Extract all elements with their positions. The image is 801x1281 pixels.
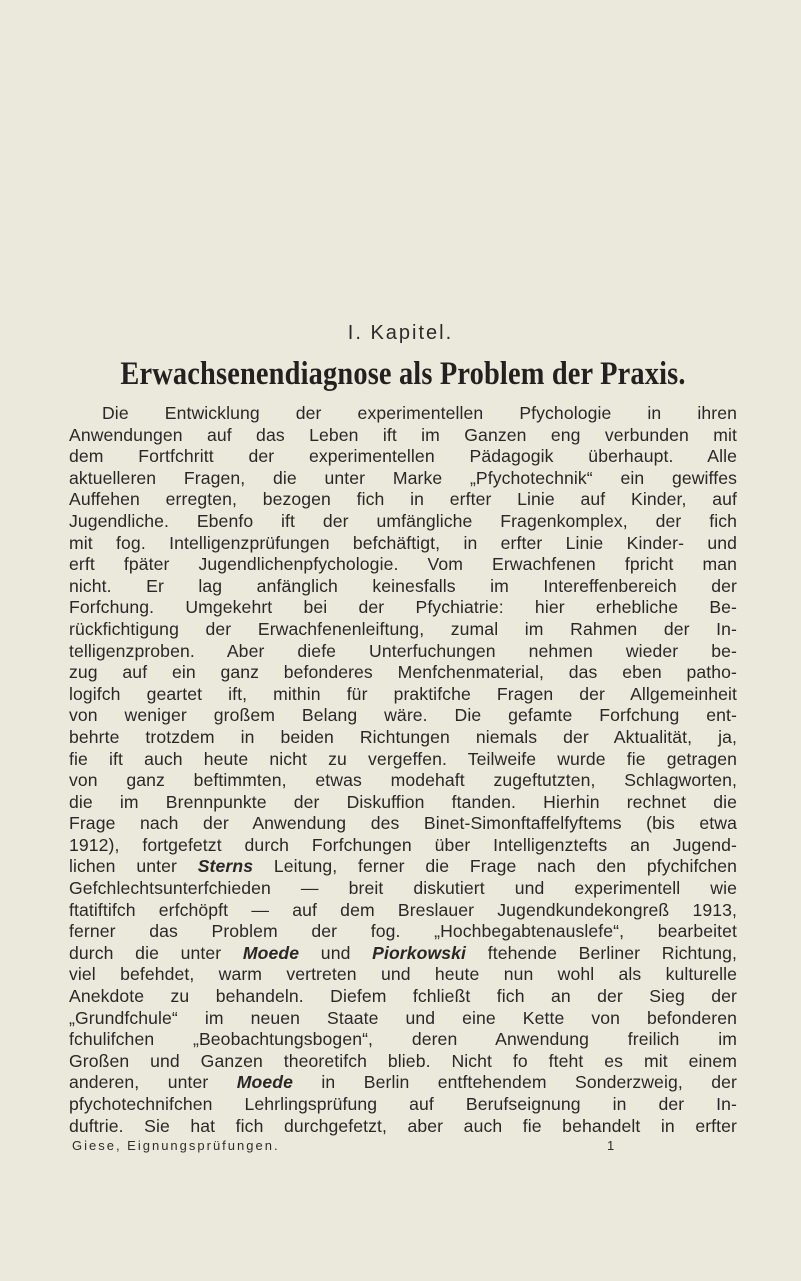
- text-line: erft fpäter Jugendlichenpfychologie. Vom Erwachfenen fpricht man: [69, 554, 737, 575]
- text-segment: anderen, unter: [69, 1072, 237, 1093]
- text-line: die im Brennpunkte der Diskuffion ftanden. Hierhin rechnet die: [69, 791, 737, 812]
- text-line: ferner das Problem der fog. „Hochbegabtenauslefe“, bearbeitet: [69, 921, 737, 942]
- text-segment: lichen unter: [69, 856, 198, 877]
- text-line: Frage nach der Anwendung des Binet-Simonftaffelfyftems (bis etwa: [69, 813, 737, 834]
- text-line: Jugendliche. Ebenfo ift der umfängliche Fragenkomplex, der fich: [69, 510, 737, 531]
- text-line: von ganz beftimmten, etwas modehaft zugeftutzten, Schlagworten,: [69, 770, 737, 791]
- text-line: mit fog. Intelligenzprüfungen befchäftigt, in erfter Linie Kinder- und: [69, 532, 737, 553]
- text-line: [69, 1072, 737, 1094]
- text-line: „Grundfchule“ im neuen Staate und eine Kette von befonderen: [69, 1007, 737, 1028]
- signature-mark: 1: [607, 1138, 615, 1153]
- text-line: Gefchlechtsunterfchieden — breit diskutiert und experimentell wie: [69, 878, 737, 899]
- emphasized-name: Sterns: [197, 856, 254, 877]
- text-line: duftrie. Sie hat fich durchgefetzt, aber auch fie behandelt in erfter: [69, 1115, 737, 1136]
- text-line: Anekdote zu behandeln. Diefem fchließt fich an der Sieg der: [69, 986, 737, 1007]
- text-segment: Leitung, ferner die Frage nach den pfychifchen: [253, 856, 737, 877]
- footer-author-title: Giese, Eignungsprüfungen.: [72, 1138, 280, 1153]
- text-line: Großen und Ganzen theoretifch blieb. Nicht fo fteht es mit einem: [69, 1050, 737, 1071]
- text-line: Die Entwicklung der experimentellen Pfychologie in ihren: [102, 403, 737, 423]
- text-line: rückfichtigung der Erwachfenenleiftung, zumal im Rahmen der In-: [69, 618, 737, 639]
- text-line: Auffehen erregten, bezogen fich in erfter Linie auf Kinder, auf: [69, 489, 737, 510]
- text-line: logifch geartet ift, mithin für praktifche Fragen der Allgemeinheit: [69, 683, 737, 704]
- text-line: zug auf ein ganz befonderes Menfchenmaterial, das eben patho-: [69, 662, 737, 683]
- text-line: Anwendungen auf das Leben ift im Ganzen eng verbunden mit: [69, 424, 737, 445]
- text-line: aktuelleren Fragen, die unter Marke „Pfychotechnik“ ein gewiffes: [69, 467, 737, 488]
- text-line: von weniger großem Belang wäre. Die gefamte Forfchung ent-: [69, 705, 737, 726]
- emphasized-name: Moede: [236, 1072, 293, 1093]
- emphasized-name: Moede: [242, 942, 300, 963]
- text-line: dem Fortfchritt der experimentellen Pädagogik überhaupt. Alle: [69, 446, 737, 467]
- text-line: fchulifchen „Beobachtungsbogen“, deren Anwendung freilich im: [69, 1029, 737, 1050]
- text-segment: ftehende Berliner Richtung,: [466, 942, 737, 963]
- emphasized-name: Piorkowski: [372, 942, 467, 963]
- text-line: pfychotechnifchen Lehrlingsprüfung auf Berufseignung in der In-: [69, 1094, 737, 1114]
- chapter-heading: I. Kapitel.: [347, 322, 454, 344]
- text-line: Forfchung. Umgekehrt bei der Pfychiatrie: hier erhebliche Be-: [69, 597, 737, 618]
- text-line: viel befehdet, warm vertreten und heute nun wohl als kulturelle: [69, 964, 737, 985]
- text-line: nicht. Er lag anfänglich keinesfalls im Intereffenbereich der: [69, 575, 737, 596]
- text-line: ftatiftifch erfchöpft — auf dem Breslauer Jugendkundekongreß 1913,: [69, 899, 737, 920]
- section-title: Erwachsenendiagnose als Problem der Praxis.: [120, 356, 686, 392]
- text-line: fie ift auch heute nicht zu vergeffen. Teilweife wurde fie getragen: [69, 748, 737, 769]
- text-line: [69, 856, 737, 878]
- text-segment: durch die unter: [69, 942, 243, 963]
- text-line: 1912), fortgefetzt durch Forfchungen über Intelligenztefts an Jugend-: [69, 834, 737, 855]
- text-segment: und: [299, 942, 373, 963]
- text-line: behrte trotzdem in beiden Richtungen niemals der Aktualität, ja,: [69, 726, 737, 747]
- text-line: [69, 943, 737, 965]
- text-segment: in Berlin entftehendem Sonderzweig, der: [292, 1072, 737, 1093]
- text-line: telligenzproben. Aber diefe Unterfuchungen nehmen wieder be-: [69, 640, 737, 661]
- page-footer: [72, 1138, 672, 1158]
- body-text: [69, 403, 737, 1137]
